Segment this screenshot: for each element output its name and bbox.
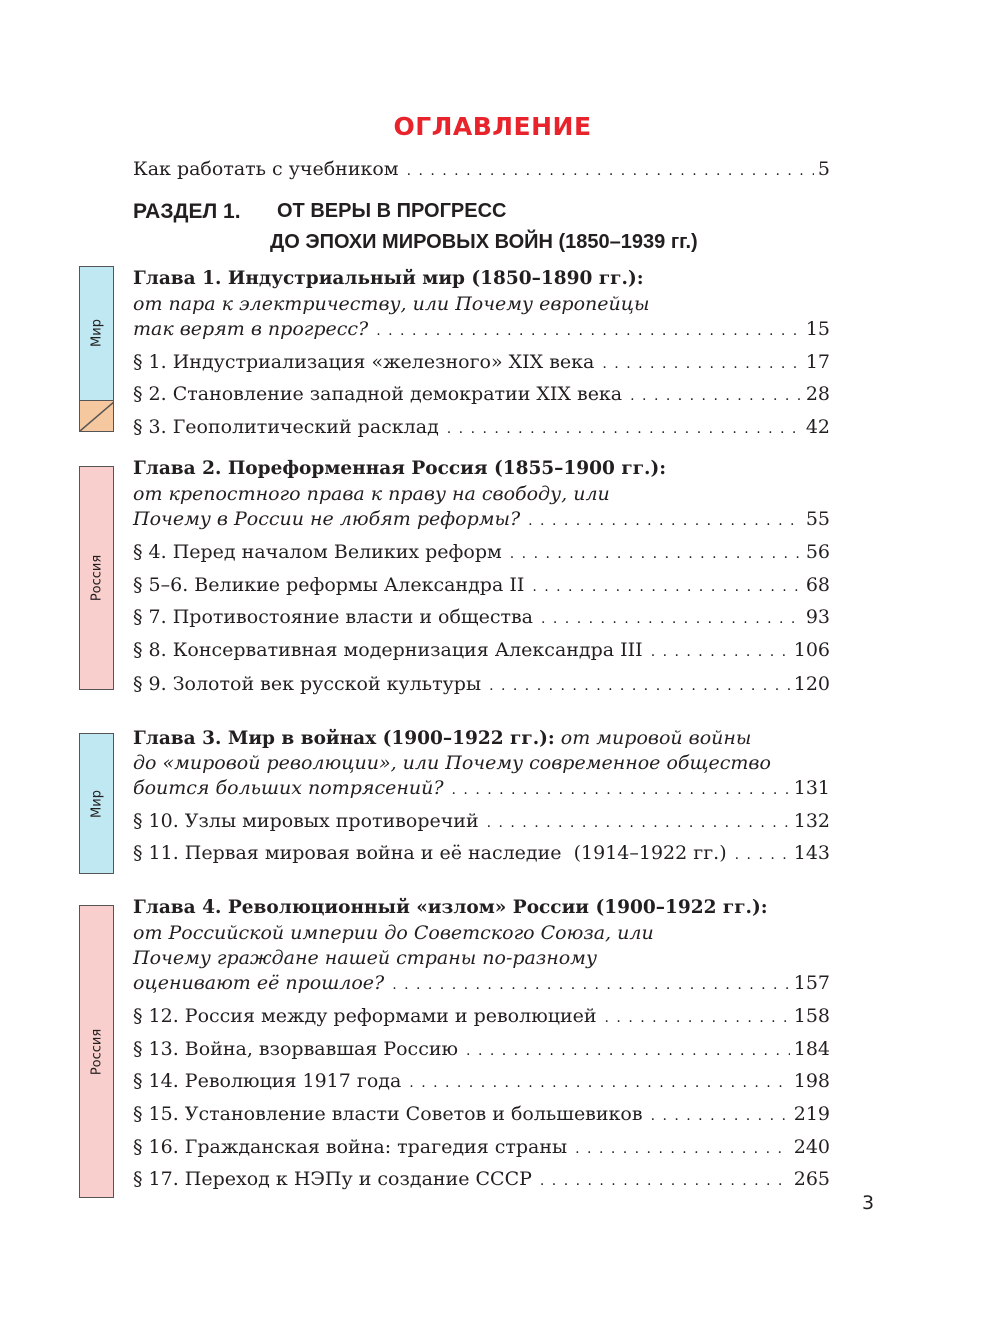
toc-entry-label: § 13. Война, взорвавшая Россию bbox=[133, 1038, 459, 1060]
toc-entry-chapter-1[interactable] bbox=[133, 317, 830, 343]
toc-entry-page: 240 bbox=[793, 1136, 830, 1158]
leader-dots bbox=[466, 1039, 790, 1063]
leader-dots bbox=[532, 575, 801, 599]
leader-dots bbox=[510, 542, 802, 566]
tab-label: Россия bbox=[89, 1028, 104, 1075]
toc-entry-page: 219 bbox=[793, 1103, 830, 1125]
toc-entry-page: 93 bbox=[805, 606, 830, 628]
leader-dots bbox=[540, 1169, 790, 1193]
leader-dots bbox=[407, 159, 814, 183]
chapter-4-subtitle-1: от Российской империи до Советского Союза, или bbox=[133, 922, 654, 944]
leader-dots bbox=[487, 811, 790, 835]
leader-dots bbox=[409, 1071, 789, 1095]
toc-entry[interactable] bbox=[133, 350, 830, 376]
leader-dots bbox=[651, 640, 790, 664]
toc-entry[interactable] bbox=[133, 809, 830, 835]
page-title: ОГЛАВЛЕНИЕ bbox=[393, 112, 592, 141]
toc-entry-intro[interactable] bbox=[133, 157, 830, 183]
toc-entry-label: оценивают её прошлое? bbox=[133, 972, 385, 994]
chapter-3-head-italic: от мировой войны bbox=[560, 727, 752, 749]
leader-dots bbox=[528, 509, 802, 533]
leader-dots bbox=[651, 1104, 790, 1128]
toc-entry[interactable] bbox=[133, 382, 830, 408]
toc-entry-page: 158 bbox=[793, 1005, 830, 1027]
toc-entry[interactable] bbox=[133, 1102, 830, 1128]
toc-entry-label: § 17. Переход к НЭПу и создание СССР bbox=[133, 1168, 532, 1190]
tab-corner bbox=[80, 400, 113, 431]
leader-dots bbox=[602, 352, 801, 376]
toc-entry-label: § 14. Революция 1917 года bbox=[133, 1070, 402, 1092]
tab-label: Мир bbox=[89, 318, 104, 347]
toc-entry[interactable] bbox=[133, 1069, 830, 1095]
leader-dots bbox=[376, 319, 802, 343]
toc-entry[interactable] bbox=[133, 540, 830, 566]
toc-entry-label: § 3. Геополитический расклад bbox=[133, 416, 439, 438]
toc-entry-label: § 16. Гражданская война: трагедия страны bbox=[133, 1136, 568, 1158]
chapter-3-subtitle: до «мировой революции», или Почему современное общество bbox=[133, 752, 771, 774]
toc-entry-page: 56 bbox=[805, 541, 830, 563]
section-title-line1: ОТ ВЕРЫ В ПРОГРЕСС bbox=[277, 200, 507, 222]
toc-entry-page: 15 bbox=[805, 318, 830, 340]
leader-dots bbox=[630, 384, 802, 408]
toc-entry-page: 131 bbox=[793, 777, 830, 799]
chapter-1-subtitle: от пара к электричеству, или Почему европейцы bbox=[133, 293, 650, 315]
toc-entry-page: 55 bbox=[805, 508, 830, 530]
toc-entry-label: так верят в прогресс? bbox=[133, 318, 369, 340]
section-title-line2: ДО ЭПОХИ МИРОВЫХ ВОЙН (1850–1939 гг.) bbox=[270, 231, 698, 253]
leader-dots bbox=[489, 674, 790, 698]
toc-entry-page: 184 bbox=[793, 1038, 830, 1060]
toc-entry-label: § 2. Становление западной демократии XIX века bbox=[133, 383, 623, 405]
tab-mir-1 bbox=[79, 266, 114, 432]
tab-label: Мир bbox=[89, 789, 104, 818]
leader-dots bbox=[735, 843, 790, 867]
toc-entry-page: 143 bbox=[793, 842, 830, 864]
toc-entry[interactable] bbox=[133, 415, 830, 441]
chapter-3-head: Глава 3. Мир в войнах (1900–1922 гг.): bbox=[133, 728, 555, 749]
toc-entry[interactable] bbox=[133, 841, 830, 867]
toc-entry-label: § 4. Перед началом Великих реформ bbox=[133, 541, 502, 563]
toc-entry-label: § 12. Россия между реформами и революцией bbox=[133, 1005, 597, 1027]
toc-entry-label: § 15. Установление власти Советов и большевиков bbox=[133, 1103, 643, 1125]
toc-entry-page: 42 bbox=[805, 416, 830, 438]
toc-entry[interactable] bbox=[133, 1037, 830, 1063]
toc-entry[interactable] bbox=[133, 638, 830, 664]
toc-entry-label: § 7. Противостояние власти и общества bbox=[133, 606, 533, 628]
section-label: РАЗДЕЛ 1. bbox=[133, 200, 241, 223]
toc-entry-page: 157 bbox=[793, 972, 830, 994]
chapter-4-subtitle-2: Почему граждане нашей страны по-разному bbox=[133, 947, 597, 969]
chapter-4-head: Глава 4. Революционный «излом» России (1900–1922 гг.): bbox=[133, 897, 768, 918]
toc-entry-page: 106 bbox=[793, 639, 830, 661]
toc-entry-label: боится больших потрясений? bbox=[133, 777, 444, 799]
leader-dots bbox=[452, 778, 790, 802]
toc-entry[interactable] bbox=[133, 1004, 830, 1030]
toc-entry-chapter-2[interactable] bbox=[133, 507, 830, 533]
toc-entry-page: 132 bbox=[793, 810, 830, 832]
leader-dots bbox=[541, 607, 802, 631]
leader-dots bbox=[447, 417, 802, 441]
chapter-2-subtitle: от крепостного права к праву на свободу, или bbox=[133, 483, 610, 505]
toc-entry-page: 28 bbox=[805, 383, 830, 405]
toc-entry-label: § 5–6. Великие реформы Александра II bbox=[133, 574, 525, 596]
toc-entry[interactable] bbox=[133, 1167, 830, 1193]
tab-label: Россия bbox=[89, 554, 104, 602]
toc-entry-label: Как работать с учебником bbox=[133, 158, 399, 180]
toc-entry-label: § 11. Первая мировая война и её наследие (1914–1922 гг.) bbox=[133, 842, 727, 864]
leader-dots bbox=[392, 973, 790, 997]
leader-dots bbox=[575, 1137, 790, 1161]
toc-entry-label: § 1. Индустриализация «железного» XIX века bbox=[133, 351, 595, 373]
toc-entry-label: § 8. Консервативная модернизация Александра III bbox=[133, 639, 643, 661]
toc-entry-label: § 10. Узлы мировых противоречий bbox=[133, 810, 479, 832]
toc-entry-label: § 9. Золотой век русской культуры bbox=[133, 673, 482, 695]
leader-dots bbox=[605, 1006, 790, 1030]
tab-rossiya-2 bbox=[79, 905, 114, 1198]
toc-entry[interactable] bbox=[133, 1135, 830, 1161]
toc-entry-page: 5 bbox=[817, 158, 830, 180]
toc-entry-page: 68 bbox=[805, 574, 830, 596]
toc-entry-page: 17 bbox=[805, 351, 830, 373]
toc-entry-page: 198 bbox=[793, 1070, 830, 1092]
toc-entry-chapter-4[interactable] bbox=[133, 971, 830, 997]
tab-mir-2 bbox=[79, 733, 114, 874]
toc-entry-chapter-3[interactable] bbox=[133, 776, 830, 802]
toc-entry-label: Почему в России не любят реформы? bbox=[133, 508, 521, 530]
chapter-3-head-line bbox=[133, 726, 751, 751]
toc-entry[interactable] bbox=[133, 573, 830, 599]
chapter-1-head: Глава 1. Индустриальный мир (1850–1890 гг.): bbox=[133, 268, 644, 289]
toc-entry[interactable] bbox=[133, 672, 830, 698]
toc-entry-page: 120 bbox=[793, 673, 830, 695]
diagonal-line-icon bbox=[80, 401, 113, 431]
page-number: 3 bbox=[862, 1192, 875, 1214]
toc-entry-page: 265 bbox=[793, 1168, 830, 1190]
tab-rossiya-1 bbox=[79, 466, 114, 690]
chapter-2-head: Глава 2. Пореформенная Россия (1855–1900 гг.): bbox=[133, 458, 667, 479]
toc-entry[interactable] bbox=[133, 605, 830, 631]
